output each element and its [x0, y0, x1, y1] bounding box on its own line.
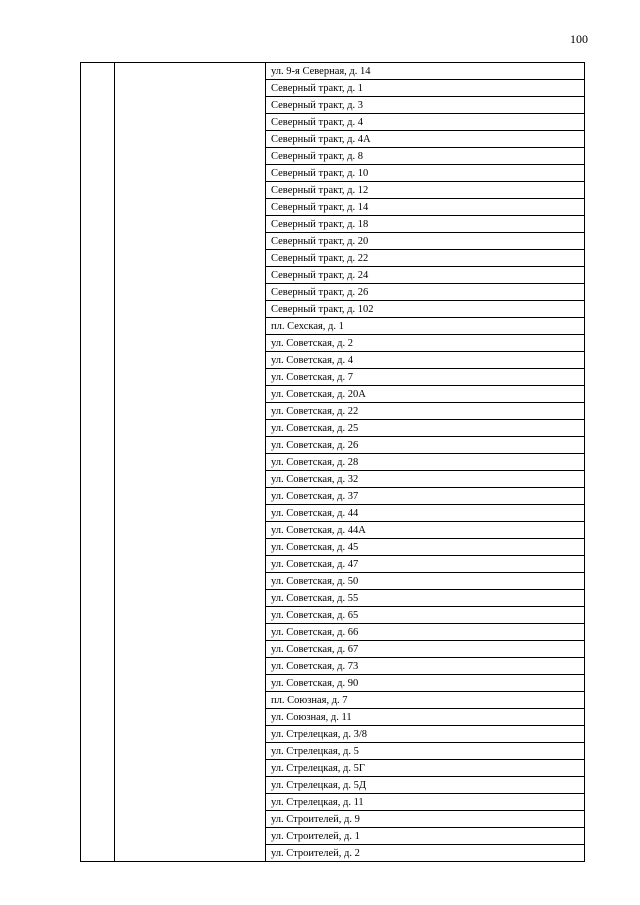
address-cell: Северный тракт, д. 20 [266, 233, 585, 250]
address-cell: ул. Советская, д. 67 [266, 641, 585, 658]
address-cell: ул. Советская, д. 90 [266, 675, 585, 692]
address-cell: ул. Советская, д. 44А [266, 522, 585, 539]
address-cell: ул. Советская, д. 25 [266, 420, 585, 437]
address-cell: ул. Стрелецкая, д. 5 [266, 743, 585, 760]
address-cell: ул. Советская, д. 44 [266, 505, 585, 522]
address-cell: Северный тракт, д. 18 [266, 216, 585, 233]
address-cell: ул. Советская, д. 26 [266, 437, 585, 454]
address-cell: ул. Стрелецкая, д. 5Д [266, 777, 585, 794]
address-cell: ул. Строителей, д. 2 [266, 845, 585, 862]
address-cell: ул. Советская, д. 45 [266, 539, 585, 556]
address-cell: ул. Советская, д. 2 [266, 335, 585, 352]
address-cell: ул. Советская, д. 73 [266, 658, 585, 675]
page-number: 100 [570, 32, 588, 46]
address-cell: ул. Строителей, д. 9 [266, 811, 585, 828]
address-cell: Северный тракт, д. 22 [266, 250, 585, 267]
address-cell: ул. Советская, д. 4 [266, 352, 585, 369]
table-row [81, 63, 585, 80]
empty-number-cell [81, 63, 115, 862]
address-cell: ул. Советская, д. 65 [266, 607, 585, 624]
address-cell: ул. Советская, д. 32 [266, 471, 585, 488]
address-cell: ул. Строителей, д. 1 [266, 828, 585, 845]
address-cell: Северный тракт, д. 4А [266, 131, 585, 148]
address-cell: Северный тракт, д. 4 [266, 114, 585, 131]
address-cell: ул. 9-я Северная, д. 14 [266, 63, 585, 80]
address-cell: ул. Советская, д. 22 [266, 403, 585, 420]
address-cell: ул. Союзная, д. 11 [266, 709, 585, 726]
address-cell: Северный тракт, д. 12 [266, 182, 585, 199]
address-cell: ул. Советская, д. 55 [266, 590, 585, 607]
address-cell: ул. Стрелецкая, д. 11 [266, 794, 585, 811]
address-table [80, 62, 585, 862]
address-cell: Северный тракт, д. 102 [266, 301, 585, 318]
address-cell: Северный тракт, д. 14 [266, 199, 585, 216]
address-cell: ул. Советская, д. 66 [266, 624, 585, 641]
address-cell: ул. Советская, д. 20А [266, 386, 585, 403]
address-cell: пл. Союзная, д. 7 [266, 692, 585, 709]
address-cell: ул. Стрелецкая, д. 5Г [266, 760, 585, 777]
table-body [81, 63, 585, 862]
address-cell: Северный тракт, д. 26 [266, 284, 585, 301]
address-cell: ул. Советская, д. 7 [266, 369, 585, 386]
address-cell: пл. Сехская, д. 1 [266, 318, 585, 335]
address-cell: ул. Стрелецкая, д. 3/8 [266, 726, 585, 743]
address-cell: ул. Советская, д. 47 [266, 556, 585, 573]
address-cell: Северный тракт, д. 24 [266, 267, 585, 284]
address-cell: Северный тракт, д. 3 [266, 97, 585, 114]
address-cell: Северный тракт, д. 8 [266, 148, 585, 165]
address-cell: ул. Советская, д. 50 [266, 573, 585, 590]
address-cell: Северный тракт, д. 10 [266, 165, 585, 182]
address-cell: Северный тракт, д. 1 [266, 80, 585, 97]
address-cell: ул. Советская, д. 28 [266, 454, 585, 471]
empty-name-cell [115, 63, 266, 862]
address-cell: ул. Советская, д. 37 [266, 488, 585, 505]
